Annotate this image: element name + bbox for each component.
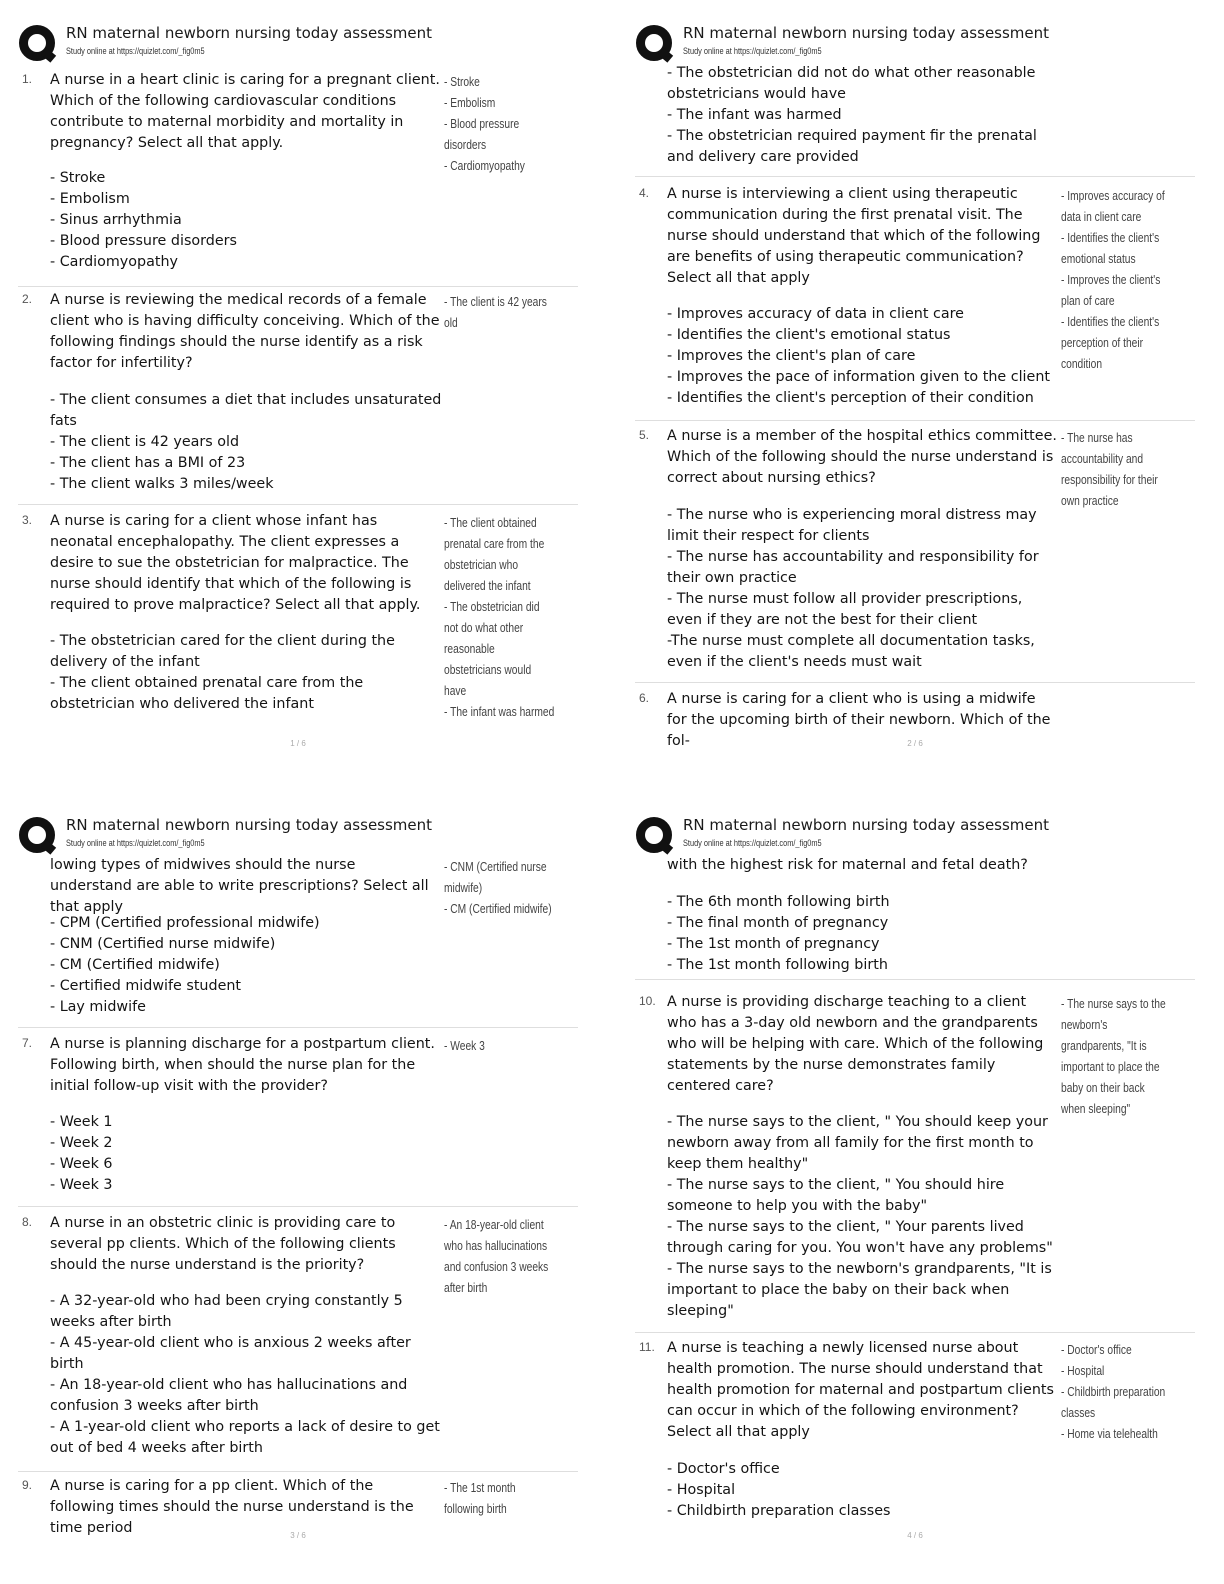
- answer-item: - Embolism: [444, 96, 496, 110]
- page-title: RN maternal newborn nursing today assessment: [66, 24, 433, 42]
- option: - The client is 42 years old: [50, 434, 240, 450]
- option: - The client has a BMI of 23: [50, 455, 246, 471]
- answer-item: - The nurse says to the newborn's grandparents, "It is important to place the baby on their back when sleeping": [1061, 997, 1166, 1116]
- option: - The obstetrician cared for the client during the delivery of the infant: [50, 633, 395, 670]
- option: - Childbirth preparation classes: [667, 1503, 891, 1519]
- option: - Improves the pace of information given to the client: [667, 369, 1050, 385]
- answer-item: - Identifies the client's emotional status: [1061, 231, 1160, 266]
- card-answer: [444, 1478, 555, 1520]
- page-title: RN maternal newborn nursing today assessment: [683, 24, 1050, 42]
- card-question: A nurse is planning discharge for a postpartum client. Following birth, when should the nurse plan for the initial follow-up visit with the provider?: [50, 1036, 435, 1094]
- card-options: [667, 505, 1059, 673]
- card-number: 2.: [22, 292, 33, 306]
- option: - CM (Certified midwife): [50, 957, 220, 973]
- card-options: [50, 631, 442, 715]
- card-answer: [444, 513, 555, 723]
- option: - Week 6: [50, 1156, 113, 1172]
- option: - Week 3: [50, 1177, 113, 1193]
- option: - Doctor's office: [667, 1461, 780, 1477]
- card-answer: [444, 292, 555, 334]
- card-question: lowing types of midwives should the nurse understand are able to write prescriptions? Select all that apply: [50, 857, 429, 915]
- answer-item: - The nurse has accountability and responsibility for their own practice: [1061, 431, 1158, 508]
- answer-item: - The obstetrician did not do what other reasonable obstetricians would have: [444, 600, 540, 698]
- card-question: A nurse in an obstetric clinic is providing care to several pp clients. Which of the following clients should the nurse understand is the priority?: [50, 1215, 396, 1273]
- card-question: A nurse is reviewing the medical records of a female client who is having difficulty conceiving. Which of the following findings should the nurse identify as a risk factor for infertility?: [50, 292, 440, 371]
- card-options: [50, 913, 442, 1018]
- page-number: 2 / 6: [907, 739, 923, 748]
- answer-item: - The client is 42 years old: [444, 295, 547, 330]
- card-number: 10.: [639, 994, 656, 1008]
- option: - The nurse says to the client, " You should keep your newborn away from all family for the first month to keep them healthy": [667, 1114, 1048, 1172]
- page-2: [617, 0, 1224, 792]
- card-number: 1.: [22, 72, 33, 86]
- card-number: 9.: [22, 1478, 33, 1492]
- answer-item: - Blood pressure disorders: [444, 117, 520, 152]
- option: - The nurse must follow all provider prescriptions, even if they are not the best for their client: [667, 591, 1023, 628]
- page-header: [635, 814, 1195, 858]
- page-1: [0, 0, 612, 792]
- flashcard-2: [18, 290, 578, 505]
- page-subtitle: Study online at https://quizlet.com/_fig0m5: [66, 838, 205, 848]
- answer-item: - An 18-year-old client who has hallucinations and confusion 3 weeks after birth: [444, 1218, 549, 1295]
- page-title: RN maternal newborn nursing today assessment: [66, 816, 433, 834]
- option: - The client consumes a diet that includes unsaturated fats: [50, 392, 442, 429]
- card-answer: [444, 72, 555, 177]
- card-options: [667, 1459, 1059, 1522]
- flashcard-1: [18, 70, 578, 287]
- card-options: [667, 304, 1059, 409]
- option: - Certified midwife student: [50, 978, 242, 994]
- page-subtitle: Study online at https://quizlet.com/_fig0m5: [683, 46, 822, 56]
- answer-item: - Doctor's office: [1061, 1343, 1132, 1357]
- quizlet-logo-icon: [635, 24, 675, 64]
- card-number: 3.: [22, 513, 33, 527]
- answer-item: - Improves accuracy of data in client care: [1061, 189, 1165, 224]
- card-answer: [444, 1215, 555, 1299]
- card-answer: [1061, 186, 1172, 375]
- card-options: [667, 892, 1059, 976]
- flashcard-3: [18, 511, 578, 721]
- flashcard-7: [18, 1034, 578, 1207]
- answer-item: - Improves the client's plan of care: [1061, 273, 1161, 308]
- option: - The nurse says to the client, " You should hire someone to help you with the baby": [667, 1177, 1005, 1214]
- page-number: 1 / 6: [290, 739, 306, 748]
- card-options: [667, 1112, 1059, 1322]
- answer-item: - Cardiomyopathy: [444, 159, 525, 173]
- card-answer: [444, 857, 555, 920]
- option: - CNM (Certified nurse midwife): [50, 936, 276, 952]
- page-title: RN maternal newborn nursing today assessment: [683, 816, 1050, 834]
- answer-item: - Hospital: [1061, 1364, 1105, 1378]
- card-options: [50, 1291, 442, 1459]
- card-question: A nurse is providing discharge teaching to a client who has a 3-day old newborn and the grandparents who will be helping with care. Which of the following statements by the nurse demonstrates family centered care?: [667, 994, 1044, 1094]
- option: - A 32-year-old who had been crying constantly 5 weeks after birth: [50, 1293, 403, 1330]
- flashcard-11: [635, 1338, 1195, 1524]
- option: - Identifies the client's perception of their condition: [667, 390, 1034, 406]
- card-question: with the highest risk for maternal and fetal death?: [667, 857, 1028, 873]
- card-options: [667, 63, 1059, 168]
- card-answer: [444, 1036, 555, 1057]
- answer-item: - The client obtained prenatal care from the obstetrician who delivered the infant: [444, 516, 545, 593]
- card-answer: [1061, 994, 1172, 1120]
- option: - The nurse has accountability and responsibility for their own practice: [667, 549, 1039, 586]
- card-question: A nurse is caring for a client whose infant has neonatal encephalopathy. The client expresses a desire to sue the obstetrician for malpractice. The nurse should identify that which of the following is required to prove malpractice? Select all that apply.: [50, 513, 421, 613]
- option: - The obstetrician did not do what other reasonable obstetricians would have: [667, 65, 1036, 102]
- option: -The nurse must complete all documentation tasks, even if the client's needs must wait: [667, 633, 1035, 670]
- option: - The nurse says to the newborn's grandparents, "It is important to place the baby on their back when sleeping": [667, 1261, 1052, 1319]
- page-header: [18, 22, 578, 66]
- answer-item: - CM (Certified midwife): [444, 902, 552, 916]
- option: - The 1st month following birth: [667, 957, 888, 973]
- option: - Stroke: [50, 170, 106, 186]
- card-options: [50, 168, 442, 273]
- card-question: A nurse is caring for a client who is using a midwife for the upcoming birth of their newborn. Which of the fol-: [667, 691, 1051, 749]
- flashcard-10: [635, 992, 1195, 1333]
- quizlet-logo-icon: [18, 24, 58, 64]
- answer-item: - Childbirth preparation classes: [1061, 1385, 1166, 1420]
- answer-item: - The 1st month following birth: [444, 1481, 516, 1516]
- page-header: [635, 22, 1195, 66]
- option: - The nurse who is experiencing moral distress may limit their respect for clients: [667, 507, 1037, 544]
- card-options: [50, 390, 442, 495]
- quizlet-logo-icon: [18, 816, 58, 856]
- option: - The 1st month of pregnancy: [667, 936, 880, 952]
- card-number: 8.: [22, 1215, 33, 1229]
- page-header: [18, 814, 578, 858]
- option: - Blood pressure disorders: [50, 233, 237, 249]
- card-question: A nurse is caring for a pp client. Which of the following times should the nurse understand is the time period: [50, 1478, 414, 1536]
- option: - An 18-year-old client who has hallucinations and confusion 3 weeks after birth: [50, 1377, 408, 1414]
- answer-item: - Home via telehealth: [1061, 1427, 1158, 1441]
- flashcard-6-continued: [18, 855, 578, 1028]
- card-number: 4.: [639, 186, 650, 200]
- answer-item: - The infant was harmed: [444, 705, 555, 719]
- flashcard-3-continued: [635, 63, 1195, 177]
- option: - A 1-year-old client who reports a lack of desire to get out of bed 4 weeks after birth: [50, 1419, 440, 1456]
- card-answer: [1061, 1340, 1172, 1445]
- card-question: A nurse is teaching a newly licensed nurse about health promotion. The nurse should understand that health promotion for maternal and postpartum clients can occur in which of the following environment? Select all that apply: [667, 1340, 1054, 1440]
- flashcard-8: [18, 1213, 578, 1472]
- option: - Week 1: [50, 1114, 113, 1130]
- flashcard-9-continued: [635, 855, 1195, 980]
- card-answer: [1061, 428, 1172, 512]
- option: - Sinus arrhythmia: [50, 212, 182, 228]
- page-3: [0, 792, 612, 1584]
- option: - Embolism: [50, 191, 130, 207]
- answer-item: - Week 3: [444, 1039, 485, 1053]
- card-question: A nurse in a heart clinic is caring for a pregnant client. Which of the following cardiovascular conditions contribute to maternal morbidity and mortality in pregnancy? Select all that apply.: [50, 72, 440, 151]
- option: - Week 2: [50, 1135, 113, 1151]
- option: - Cardiomyopathy: [50, 254, 178, 270]
- card-question: A nurse is a member of the hospital ethics committee. Which of the following should the nurse understand is correct about nursing ethics?: [667, 428, 1057, 486]
- answer-item: - Stroke: [444, 75, 480, 89]
- flashcard-5: [635, 426, 1195, 683]
- page-subtitle: Study online at https://quizlet.com/_fig0m5: [683, 838, 822, 848]
- page-number: 3 / 6: [290, 1531, 306, 1540]
- option: - Improves the client's plan of care: [667, 348, 916, 364]
- option: - The client obtained prenatal care from the obstetrician who delivered the infant: [50, 675, 364, 712]
- option: - Hospital: [667, 1482, 736, 1498]
- option: - The client walks 3 miles/week: [50, 476, 274, 492]
- option: - Improves accuracy of data in client care: [667, 306, 964, 322]
- option: - CPM (Certified professional midwife): [50, 915, 320, 931]
- card-number: 11.: [639, 1340, 655, 1354]
- page-subtitle: Study online at https://quizlet.com/_fig0m5: [66, 46, 205, 56]
- card-number: 7.: [22, 1036, 33, 1050]
- card-options: [50, 1112, 442, 1196]
- option: - The infant was harmed: [667, 107, 842, 123]
- option: - The final month of pregnancy: [667, 915, 889, 931]
- card-number: 6.: [639, 691, 650, 705]
- option: - A 45-year-old client who is anxious 2 weeks after birth: [50, 1335, 411, 1372]
- flashcard-4: [635, 184, 1195, 421]
- quizlet-logo-icon: [635, 816, 675, 856]
- page-4: [617, 792, 1224, 1584]
- option: - Identifies the client's emotional status: [667, 327, 951, 343]
- option: - Lay midwife: [50, 999, 146, 1015]
- card-question: A nurse is interviewing a client using therapeutic communication during the first prenatal visit. The nurse should understand that which of the following are benefits of using therapeutic communication? Select all that apply: [667, 186, 1041, 286]
- answer-item: - CNM (Certified nurse midwife): [444, 860, 547, 895]
- card-number: 5.: [639, 428, 650, 442]
- option: - The obstetrician required payment fir the prenatal and delivery care provided: [667, 128, 1037, 165]
- option: - The 6th month following birth: [667, 894, 890, 910]
- answer-item: - Identifies the client's perception of their condition: [1061, 315, 1160, 371]
- option: - The nurse says to the client, " Your parents lived through caring for you. You won't have any problems": [667, 1219, 1053, 1256]
- page-number: 4 / 6: [907, 1531, 923, 1540]
